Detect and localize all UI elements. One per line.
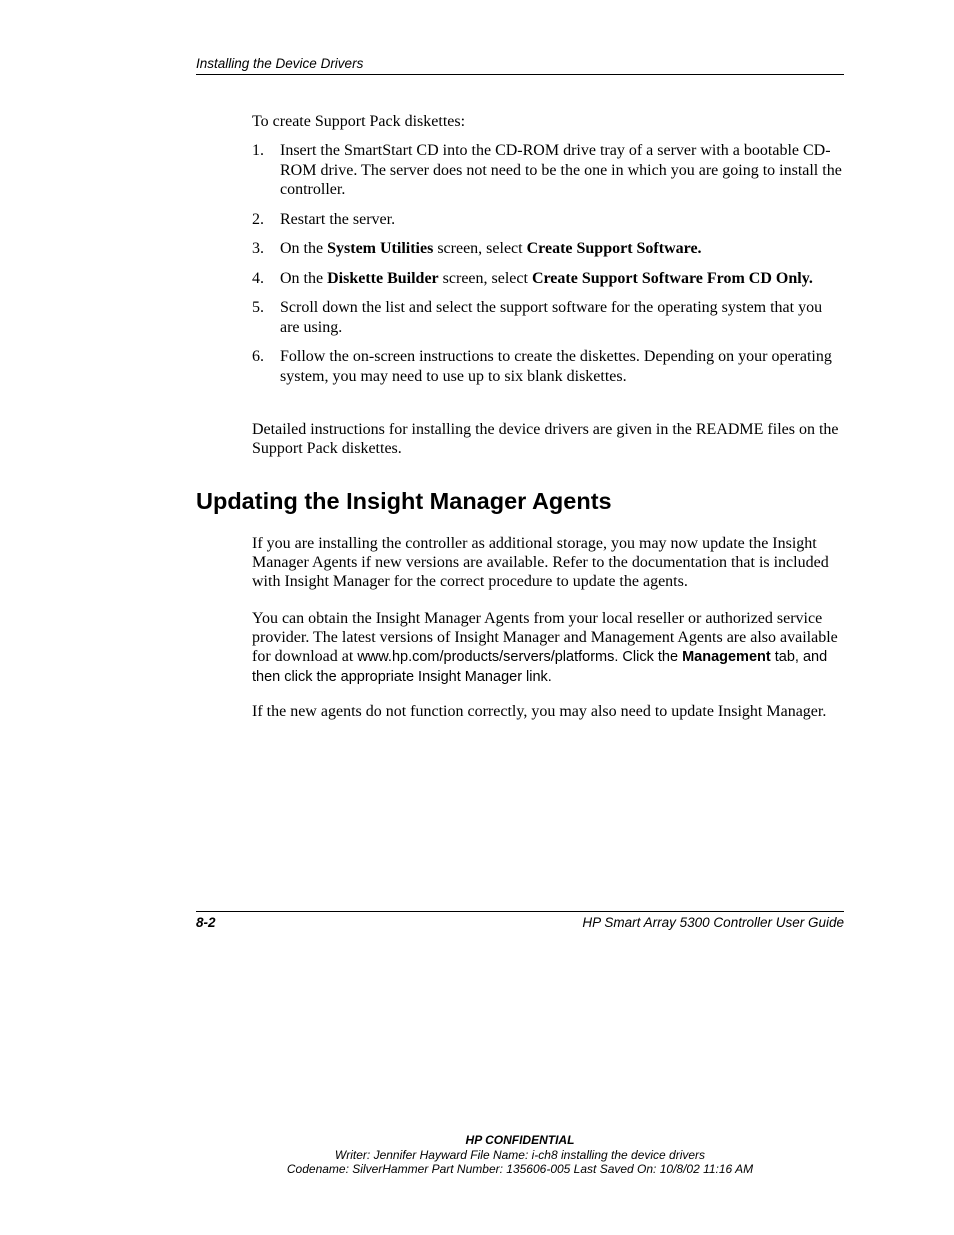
step-text [280, 269, 844, 289]
list-item [252, 210, 844, 230]
steps-list [252, 141, 844, 396]
paragraph-serif-text: You can obtain the Insight Manager Agents from your local reseller or authorized service provider. The latest versions of Insight Manager and Management Agents are also available for download at [252, 610, 838, 665]
step-bold-term: Create Support Software. [526, 240, 702, 257]
footer-page-number: 8-2 [196, 915, 216, 930]
section-paragraph-1 [252, 534, 844, 591]
paragraph-text [252, 609, 844, 687]
step-text-mid: screen, select [438, 269, 532, 287]
step-bold-term: System Utilities [327, 240, 434, 257]
intro-paragraph [252, 112, 844, 131]
step-text-mid: screen, select [433, 240, 527, 257]
step-text: Insert the SmartStart CD into the CD-ROM drive tray of a server with a bootable CD-ROM drive. The server does not need to be the one in which you are going to install the controller. [280, 142, 842, 198]
management-tab-term: Management [682, 649, 771, 665]
paragraph-text: If the new agents do not function correctly, you may also need to update Insight Manager. [252, 703, 827, 720]
section-heading: Updating the Insight Manager Agents [196, 488, 612, 514]
confidential-codename-line: Codename: SilverHammer Part Number: 135606-005 Last Saved On: 10/8/02 11:16 AM [286, 1162, 754, 1176]
running-header-title: Installing the Device Drivers [196, 56, 364, 71]
footer-guide-title: HP Smart Array 5300 Controller User Guide [582, 915, 844, 930]
step-number: 2. [252, 210, 264, 228]
footer-divider [196, 911, 844, 912]
confidential-title: HP CONFIDENTIAL [465, 1133, 575, 1147]
running-header [196, 55, 844, 75]
step-number: 5. [252, 299, 264, 316]
step-bold-term: Diskette Builder [327, 269, 439, 287]
detailed-note-text: Detailed instructions for installing the device drivers are given in the README files on the Support Pack diskettes. [252, 421, 839, 457]
step-number: 4. [252, 269, 264, 287]
list-item [252, 298, 844, 337]
step-text: Scroll down the list and select the support software for the operating system that you are using. [280, 299, 823, 336]
paragraph-sans-text: . Click the [614, 649, 683, 665]
download-url-link[interactable]: www.hp.com/products/servers/platforms [357, 649, 615, 665]
step-bold-term: Create Support Software From CD Only. [531, 269, 813, 287]
step-text-pre: On the [280, 240, 328, 257]
step-number: 1. [252, 142, 264, 159]
confidential-writer-line: Writer: Jennifer Hayward File Name: i-ch8 installing the device drivers [334, 1147, 706, 1162]
list-item [252, 347, 844, 386]
step-text: Follow the on-screen instructions to create the diskettes. Depending on your operating system, you may need to use up to six blank diskettes. [280, 348, 832, 385]
confidential-block [0, 1133, 954, 1177]
step-number: 6. [252, 348, 264, 365]
step-text-pre: On the [280, 269, 328, 287]
intro-text: To create Support Pack diskettes: [252, 113, 466, 130]
list-item [252, 269, 844, 289]
step-text [280, 239, 844, 259]
step-number: 3. [252, 240, 264, 257]
detailed-note-paragraph [252, 420, 844, 458]
paragraph-text: If you are installing the controller as additional storage, you may now update the Insight Manager Agents if new versions are available. Refer to the documentation that is included with Insight Manager for the correct procedure to update the agents. [252, 535, 829, 590]
section-paragraph-3 [252, 702, 844, 721]
section-paragraph-2 [252, 609, 844, 687]
list-item [252, 141, 844, 200]
step-text: Restart the server. [280, 210, 396, 228]
paragraph-sans-text: tab, and then click the appropriate Insight Manager link. [252, 649, 828, 685]
list-item [252, 239, 844, 259]
